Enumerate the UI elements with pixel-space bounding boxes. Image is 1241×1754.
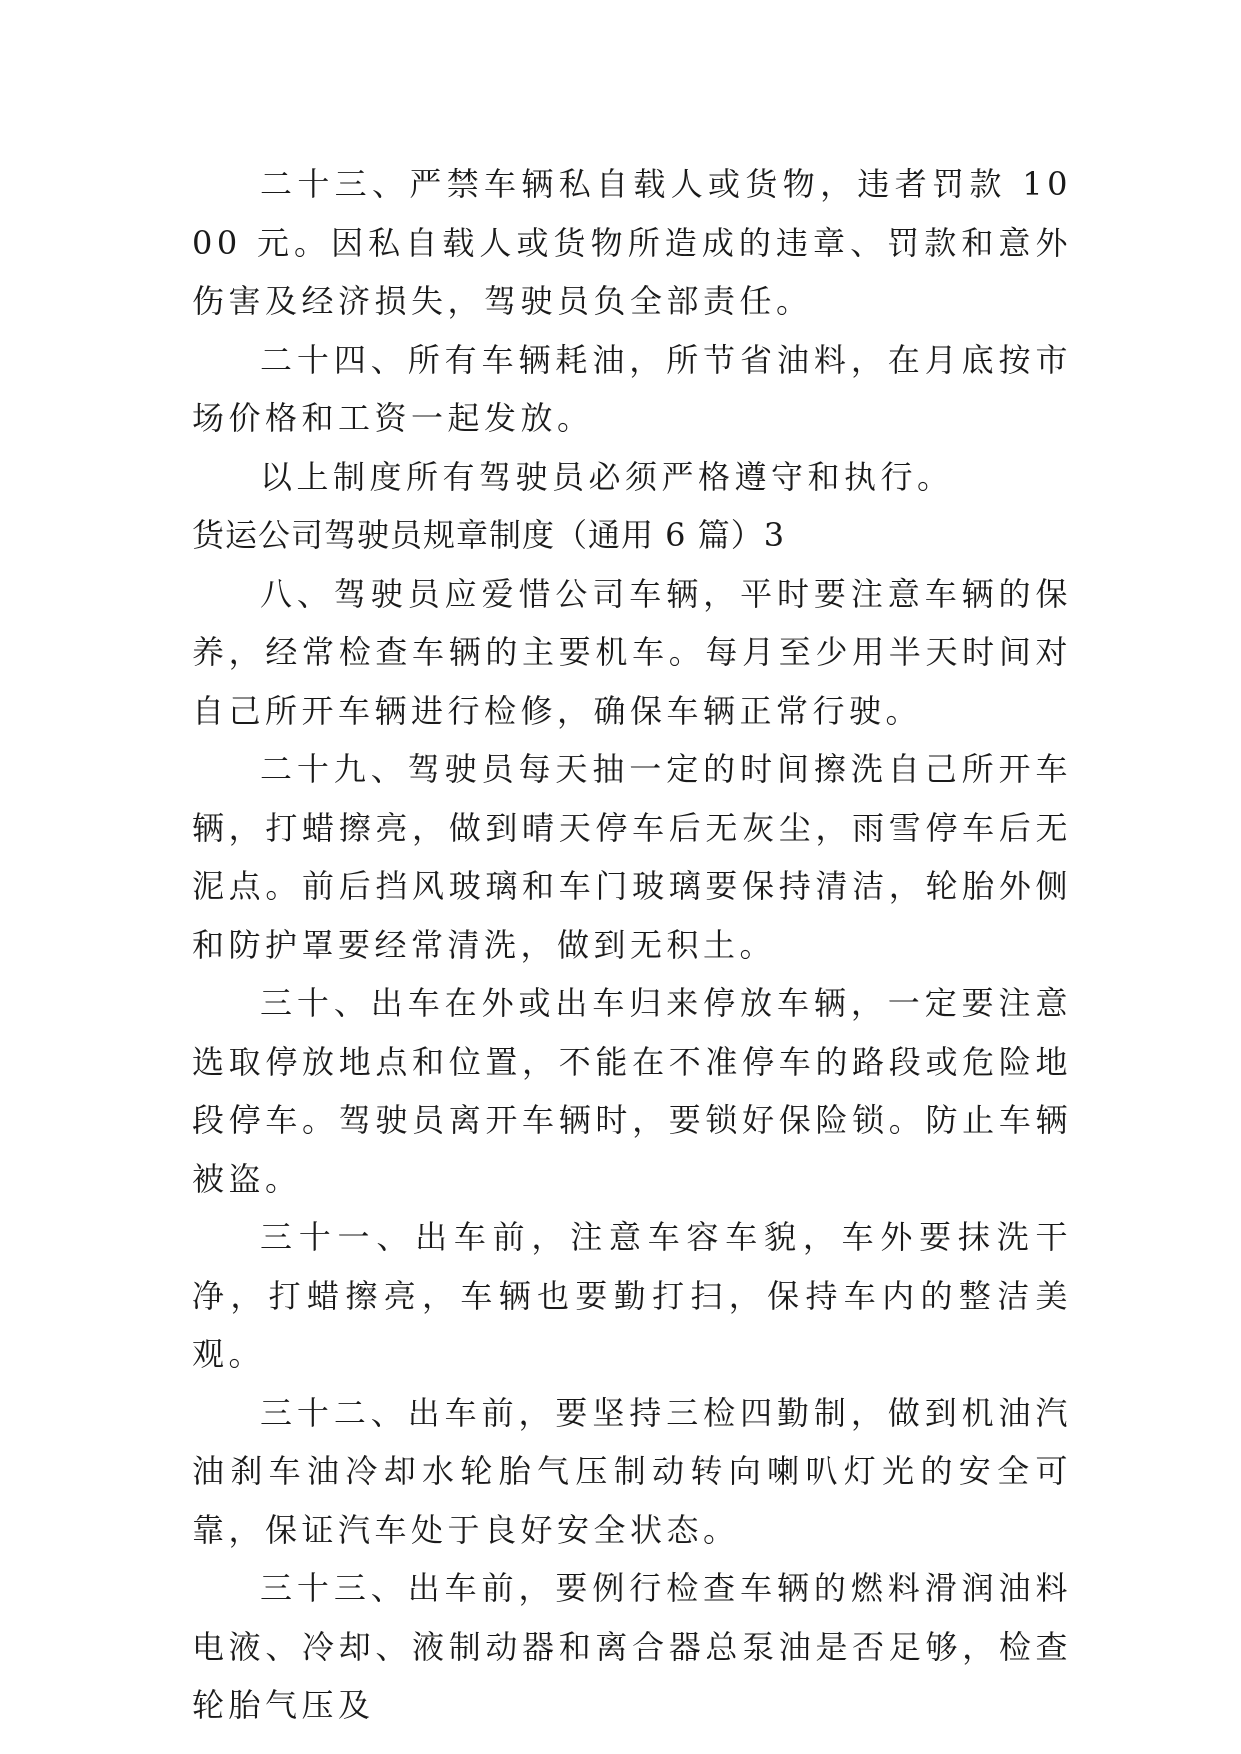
paragraph-rule-30: 三十、出车在外或出车归来停放车辆，一定要注意选取停放地点和位置，不能在不准停车的路段或危险地段停车。驾驶员离开车辆时，要锁好保险锁。防止车辆被盗。: [192, 984, 1072, 1198]
paragraph-rule-32: 三十二、出车前，要坚持三检四勤制，做到机油汽油刹车油冷却水轮胎气压制动转向喇叭灯光的安全可靠，保证汽车处于良好安全状态。: [192, 1393, 1072, 1549]
section-heading: 货运公司驾驶员规章制度（通用 6 篇）3: [192, 516, 786, 554]
document-body: [192, 155, 1072, 1735]
paragraph-rule-24: 二十四、所有车辆耗油，所节省油料，在月底按市场价格和工资一起发放。: [192, 340, 1072, 437]
paragraph-rule-33: 三十三、出车前，要例行检查车辆的燃料滑润油料电液、冷却、液制动器和离合器总泵油是否足够，检查轮胎气压及: [192, 1569, 1072, 1724]
paragraph-rule-23: 二十三、严禁车辆私自载人或货物，违者罚款 1000 元。因私自载人或货物所造成的违章、罚款和意外伤害及经济损失，驾驶员负全部责任。: [192, 165, 1072, 320]
paragraph-rule-8: 八、驾驶员应爱惜公司车辆，平时要注意车辆的保养，经常检查车辆的主要机车。每月至少用半天时间对自己所开车辆进行检修，确保车辆正常行驶。: [192, 574, 1072, 730]
paragraph-rule-31: 三十一、出车前，注意车容车貌，车外要抹洗干净，打蜡擦亮，车辆也要勤打扫，保持车内的整洁美观。: [192, 1218, 1072, 1373]
paragraph-rule-29: 二十九、驾驶员每天抽一定的时间擦洗自己所开车辆，打蜡擦亮，做到晴天停车后无灰尘，雨雪停车后无泥点。前后挡风玻璃和车门玻璃要保持清洁，轮胎外侧和防护罩要经常清洗，做到无积土。: [192, 750, 1072, 964]
paragraph-closing-statement: 以上制度所有驾驶员必须严格遵守和执行。: [260, 457, 954, 496]
